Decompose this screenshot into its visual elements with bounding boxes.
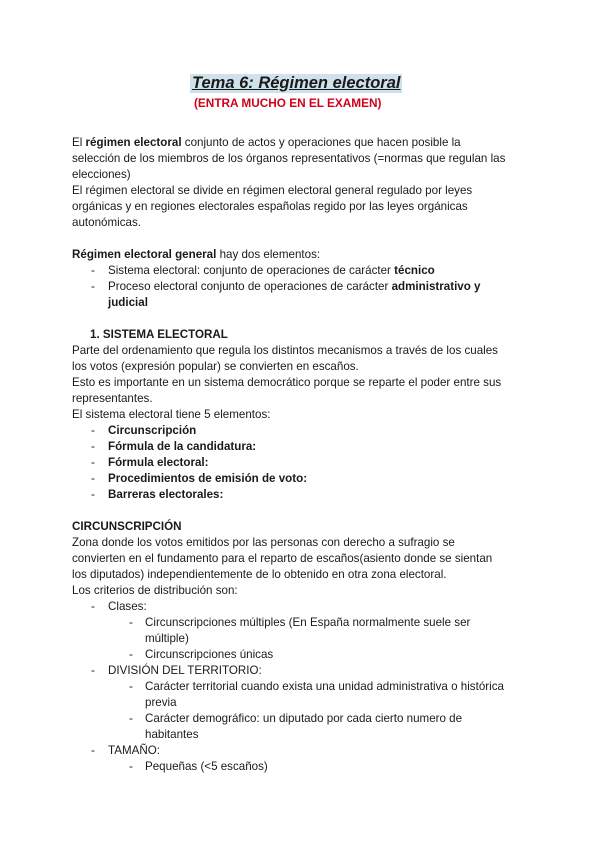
element-item: Circunscripción <box>108 424 197 437</box>
tamano-item-1: Pequeñas (<5 escaños) <box>145 760 268 773</box>
bullet-dash: - <box>91 264 95 277</box>
division-item-2: Carácter demográfico: un diputado por cada cierto numero de <box>145 712 463 725</box>
page-subtitle: (ENTRA MUCHO EN EL EXAMEN) <box>194 96 382 110</box>
element-item: Fórmula de la candidatura: <box>108 440 257 453</box>
bullet-dash: - <box>129 616 133 629</box>
criteria-tamano: TAMAÑO: <box>108 744 160 757</box>
circ-line-4: Los criterios de distribución son: <box>72 584 238 597</box>
sistema-line-1: Parte del ordenamiento que regula los distintos mecanismos a través de los cuales <box>72 344 498 357</box>
page-title: Tema 6: Régimen electoral <box>192 74 401 92</box>
bullet-dash: - <box>129 760 133 773</box>
sistema-line-4: representantes. <box>72 392 153 405</box>
intro-line-6: autonómicas. <box>72 216 141 229</box>
criteria-clases: Clases: <box>108 600 147 613</box>
general-heading: Régimen electoral general hay dos elementos: <box>72 248 321 261</box>
circ-line-3: los diputados) independientemente de lo obtenido en otra zona electoral. <box>72 568 447 581</box>
bullet-dash: - <box>129 648 133 661</box>
general-item-2: Proceso electoral conjunto de operaciones de carácter administrativo y <box>108 280 481 293</box>
division-item-1: Carácter territorial cuando exista una unidad administrativa o histórica <box>145 680 504 693</box>
bullet-dash: - <box>91 456 95 469</box>
intro-line-1: El régimen electoral conjunto de actos y operaciones que hacen posible la <box>72 136 461 149</box>
bullet-dash: - <box>129 680 133 693</box>
sistema-line-3: Esto es importante en un sistema democrático porque se reparte el poder entre sus <box>72 376 502 389</box>
section-heading-circunscripcion: CIRCUNSCRIPCIÓN <box>72 520 182 533</box>
sistema-line-2: los votos (expresión popular) se convierten en escaños. <box>72 360 359 373</box>
sistema-line-5: El sistema electoral tiene 5 elementos: <box>72 408 271 421</box>
section-heading-sistema: 1. SISTEMA ELECTORAL <box>90 328 228 341</box>
general-item-2-cont: judicial <box>108 296 148 309</box>
criteria-division: DIVISIÓN DEL TERRITORIO: <box>108 664 262 677</box>
bullet-dash: - <box>91 440 95 453</box>
circ-line-1: Zona donde los votos emitidos por las personas con derecho a sufragio se <box>72 536 455 549</box>
bullet-dash: - <box>129 712 133 725</box>
general-item-1: Sistema electoral: conjunto de operaciones de carácter técnico <box>108 264 435 277</box>
bullet-dash: - <box>91 280 95 293</box>
bullet-dash: - <box>91 472 95 485</box>
bullet-dash: - <box>91 488 95 501</box>
bullet-dash: - <box>91 600 95 613</box>
element-item: Fórmula electoral: <box>108 456 209 469</box>
clases-item-1: Circunscripciones múltiples (En España normalmente suele ser <box>145 616 471 629</box>
division-item-2-cont: habitantes <box>145 728 199 741</box>
bullet-dash: - <box>91 664 95 677</box>
clases-item-1-cont: múltiple) <box>145 632 189 645</box>
element-item: Barreras electorales: <box>108 488 224 501</box>
intro-line-4: El régimen electoral se divide en régimen electoral general regulado por leyes <box>72 184 473 197</box>
intro-line-3: elecciones) <box>72 168 131 181</box>
intro-line-5: orgánicas y en regiones electorales españolas regido por las leyes orgánicas <box>72 200 468 213</box>
intro-line-2: selección de los miembros de los órganos representativos (=normas que regulan las <box>72 152 506 165</box>
bullet-dash: - <box>91 744 95 757</box>
bullet-dash: - <box>91 424 95 437</box>
division-item-1-cont: previa <box>145 696 177 709</box>
circ-line-2: convierten en el fundamento para el reparto de escaños(asiento donde se sientan <box>72 552 493 565</box>
clases-item-2: Circunscripciones únicas <box>145 648 274 661</box>
element-item: Procedimientos de emisión de voto: <box>108 472 308 485</box>
